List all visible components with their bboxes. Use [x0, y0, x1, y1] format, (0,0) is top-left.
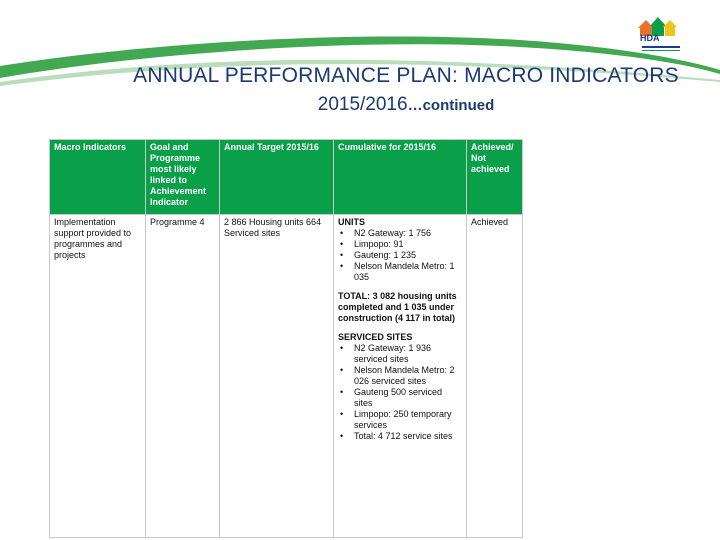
- units-total: TOTAL: 3 082 housing units completed and 1 035 under construction (4 117 in total): [338, 291, 457, 323]
- sites-list: [338, 343, 462, 442]
- subtitle-year: 2015/2016: [317, 94, 408, 115]
- table-header-row: [50, 140, 523, 215]
- header-macro-indicators: Macro Indicators: [50, 140, 146, 215]
- header-annual-target: Annual Target 2015/16: [220, 140, 334, 215]
- macro-indicators-table: [49, 139, 523, 538]
- header-goal-programme: Goal and Programme most likely linked to Achievement Indicator: [146, 140, 220, 215]
- cell-indicator: Implementation support provided to programmes and projects: [50, 215, 146, 538]
- units-heading: UNITS: [338, 217, 365, 227]
- subtitle-continued: …continued: [407, 97, 495, 114]
- list-item: • Gauteng: 1 235: [338, 250, 462, 261]
- list-item: • Nelson Mandela Metro: 2 026 serviced sites: [338, 365, 462, 387]
- cell-cumulative: [334, 215, 467, 538]
- list-item: • Limpopo: 91: [338, 239, 462, 250]
- sites-heading: SERVICED SITES: [338, 332, 413, 342]
- table-row: [50, 215, 523, 538]
- units-list: [338, 228, 462, 283]
- cell-target: 2 866 Housing units 664 Serviced sites: [220, 215, 334, 538]
- header-cumulative: Cumulative for 2015/16: [334, 140, 467, 215]
- page-title: ANNUAL PERFORMANCE PLAN: MACRO INDICATORS: [133, 64, 679, 87]
- list-item: • Total: 4 712 service sites: [338, 431, 462, 442]
- cell-status: Achieved: [467, 215, 523, 538]
- header-achieved: Achieved/ Not achieved: [467, 140, 523, 215]
- list-item: • Gauteng 500 serviced sites: [338, 387, 462, 409]
- list-item: • N2 Gateway: 1 936 serviced sites: [338, 343, 462, 365]
- cell-programme: Programme 4: [146, 215, 220, 538]
- list-item: • Nelson Mandela Metro: 1 035: [338, 261, 462, 283]
- list-item: • Limpopo: 250 temporary services: [338, 409, 462, 431]
- page-subtitle: [0, 94, 720, 116]
- logo-text: HDA: [640, 33, 660, 43]
- list-item: • N2 Gateway: 1 756: [338, 228, 462, 239]
